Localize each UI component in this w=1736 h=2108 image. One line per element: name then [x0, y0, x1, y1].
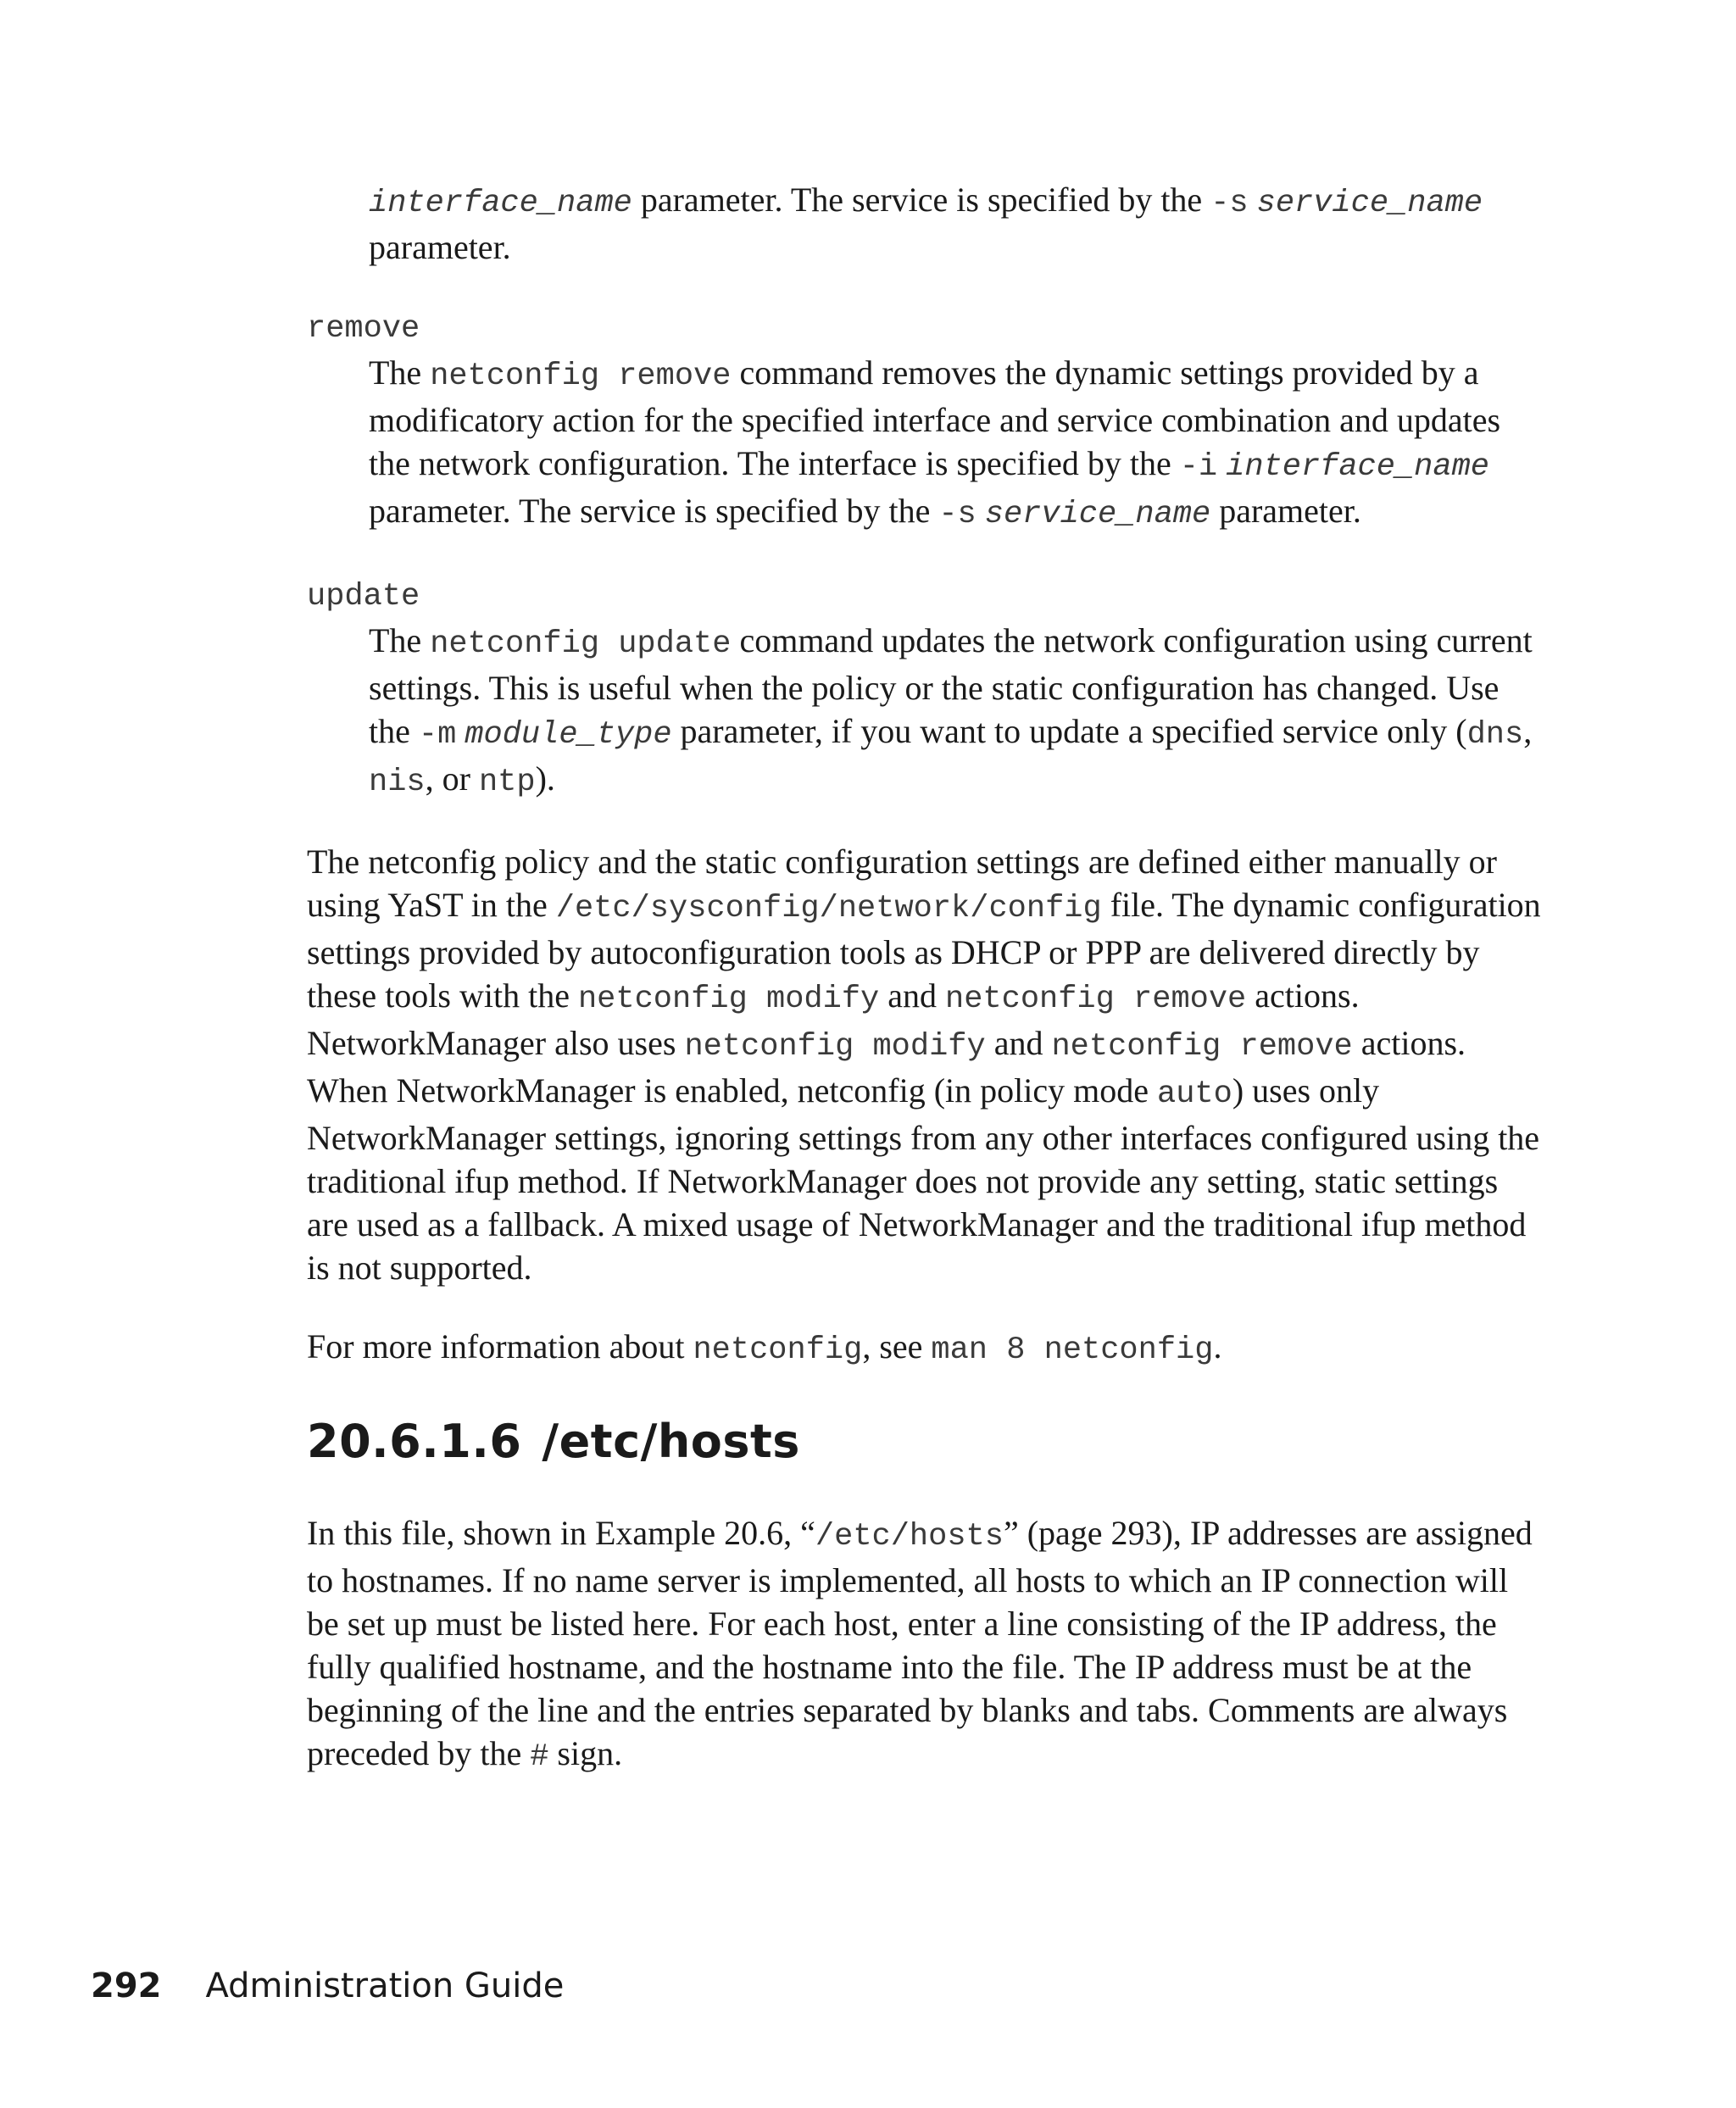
book-title: Administration Guide — [205, 1966, 565, 2005]
netconfig-policy-paragraph — [307, 840, 1544, 1289]
text-run: . — [1213, 1327, 1222, 1365]
text-run: The netconfig policy and the static configuration settings are defined either manually or using YaST in the — [307, 843, 1497, 924]
inline-arg: module_type — [465, 717, 672, 753]
section-number: 20.6.1.6 — [307, 1415, 522, 1468]
text-run: and — [985, 1024, 1052, 1062]
remove-definition — [369, 351, 1544, 537]
inline-code: netconfig modify — [684, 1029, 986, 1065]
text-run: The — [369, 621, 431, 659]
text-run: actions. NetworkManager also uses — [307, 976, 1360, 1062]
inline-arg: service_name — [1256, 186, 1483, 221]
inline-arg: service_name — [984, 497, 1211, 532]
text-run: parameter, if you want to update a specified service only ( — [671, 712, 1467, 750]
inline-code: -i — [1179, 449, 1218, 485]
page-number: 292 — [91, 1966, 162, 2005]
inline-code: -m — [418, 717, 457, 753]
inline-code: -s — [1210, 186, 1249, 221]
text-run: parameter. The service is specified by the — [369, 492, 939, 530]
page-footer — [91, 1965, 564, 2007]
text-run: ). — [535, 759, 555, 798]
text-run: , — [1523, 712, 1533, 750]
update-definition — [369, 619, 1544, 804]
page-body — [307, 178, 1544, 1779]
inline-code: /etc/sysconfig/network/config — [555, 891, 1102, 926]
text-run: parameter. The service is specified by the — [632, 181, 1211, 219]
text-run: file. The dynamic configuration settings provided by autoconfiguration tools as DHCP or PPP are delivered directly by these tools with the — [307, 886, 1541, 1015]
inline-code: # — [530, 1739, 549, 1775]
text-run: command removes the dynamic settings provided by a modificatory action for the specified interface and service combination and updates the network configuration. The interface is specified by the — [369, 353, 1501, 482]
inline-code: netconfig modify — [577, 982, 880, 1017]
more-info-paragraph — [307, 1325, 1544, 1372]
inline-code: dns — [1466, 717, 1524, 753]
section-title: /etc/hosts — [542, 1415, 800, 1468]
text-run: In this file, shown in Example 20.6, “ — [307, 1514, 815, 1552]
text-run: ” (page 293), IP addresses are assigned to hostnames. If no name server is implemented, all hosts to which an IP connection will be set up must be listed here. For each host, enter a line consisting of the IP address, the fully qualified hostname, and the hostname into the file. The IP address must be at the beginning of the line and the entries separated by blanks and tabs. Comments are always preceded by the — [307, 1514, 1533, 1772]
inline-arg: interface_name — [1226, 449, 1489, 485]
inline-code: /etc/hosts — [815, 1519, 1004, 1555]
inline-code: netconfig remove — [1051, 1029, 1353, 1065]
text-run: The — [369, 353, 431, 392]
inline-code: netconfig remove — [430, 359, 732, 394]
modify-definition-continued — [369, 178, 1544, 269]
text-run: , see — [862, 1327, 932, 1365]
hosts-paragraph — [307, 1511, 1544, 1779]
text-run: parameter. — [1210, 492, 1361, 530]
inline-code: -s — [938, 497, 976, 532]
inline-code: ntp — [478, 765, 536, 800]
inline-code: nis — [369, 765, 426, 800]
text-run: For more information about — [307, 1327, 693, 1365]
term-update: update — [307, 579, 420, 615]
text-run: and — [879, 976, 945, 1015]
text-run: ) uses only NetworkManager settings, ignoring settings from any other interfaces configured using the traditional ifup method. If NetworkManager does not provide any setting, static settings are used as a fallback. A mixed usage of NetworkManager and the traditional ifup method is not supported. — [307, 1071, 1540, 1287]
inline-code: man 8 netconfig — [931, 1332, 1214, 1368]
inline-code: auto — [1157, 1076, 1232, 1112]
inline-code: netconfig — [693, 1332, 863, 1368]
inline-arg: interface_name — [369, 186, 632, 221]
text-run: actions. When NetworkManager is enabled, netconfig (in policy mode — [307, 1024, 1466, 1110]
text-run: sign. — [548, 1734, 623, 1772]
term-remove: remove — [307, 311, 420, 347]
inline-code: netconfig remove — [945, 982, 1247, 1017]
text-run: command updates the network configuration using current settings. This is useful when the policy or the static configuration has changed. Use the — [369, 621, 1533, 750]
inline-code: netconfig update — [430, 626, 732, 662]
section-heading — [307, 1415, 1544, 1469]
text-run: , or — [425, 759, 479, 798]
text-run: parameter. — [369, 228, 511, 266]
